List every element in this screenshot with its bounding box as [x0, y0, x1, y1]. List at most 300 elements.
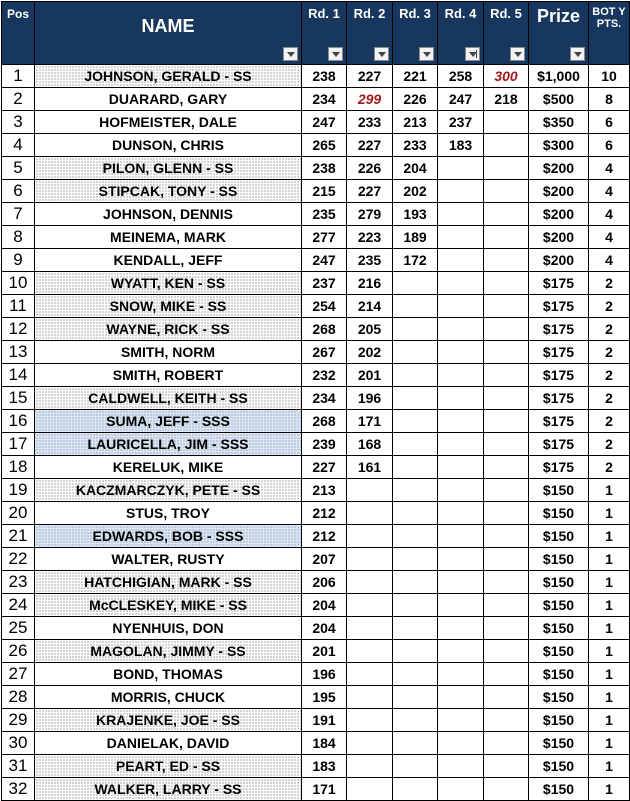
header-rd5-label: Rd. 5: [490, 6, 522, 21]
cell-name[interactable]: MAGOLAN, JIMMY - SS: [35, 640, 302, 663]
cell-boty[interactable]: 1: [589, 502, 630, 525]
cell-rd5[interactable]: [484, 272, 529, 295]
cell-boty[interactable]: 1: [589, 732, 630, 755]
cell-rd4[interactable]: [438, 295, 484, 318]
cell-pos[interactable]: 27: [2, 663, 35, 686]
cell-rd2[interactable]: [347, 525, 393, 548]
cell-pos[interactable]: 17: [2, 433, 35, 456]
cell-boty[interactable]: 2: [589, 387, 630, 410]
cell-rd5[interactable]: [484, 502, 529, 525]
cell-rd1[interactable]: 171: [302, 778, 347, 801]
cell-rd3[interactable]: [393, 663, 438, 686]
cell-prize[interactable]: $175: [529, 341, 589, 364]
cell-prize[interactable]: $200: [529, 157, 589, 180]
cell-rd3[interactable]: [393, 732, 438, 755]
cell-pos[interactable]: 19: [2, 479, 35, 502]
cell-rd5[interactable]: [484, 571, 529, 594]
cell-pos[interactable]: 26: [2, 640, 35, 663]
cell-name[interactable]: LAURICELLA, JIM - SSS: [35, 433, 302, 456]
cell-rd3[interactable]: [393, 364, 438, 387]
cell-rd4[interactable]: [438, 180, 484, 203]
cell-rd3[interactable]: [393, 410, 438, 433]
cell-rd4[interactable]: [438, 387, 484, 410]
cell-rd3[interactable]: 204: [393, 157, 438, 180]
cell-boty[interactable]: 4: [589, 157, 630, 180]
cell-pos[interactable]: 3: [2, 111, 35, 134]
cell-rd1[interactable]: 232: [302, 364, 347, 387]
cell-pos[interactable]: 22: [2, 548, 35, 571]
cell-rd3[interactable]: 221: [393, 65, 438, 88]
cell-pos[interactable]: 20: [2, 502, 35, 525]
cell-rd1[interactable]: 212: [302, 502, 347, 525]
cell-boty[interactable]: 2: [589, 272, 630, 295]
cell-rd1[interactable]: 215: [302, 180, 347, 203]
cell-name[interactable]: STIPCAK, TONY - SS: [35, 180, 302, 203]
cell-prize[interactable]: $150: [529, 548, 589, 571]
cell-rd4[interactable]: [438, 640, 484, 663]
cell-pos[interactable]: 23: [2, 571, 35, 594]
cell-pos[interactable]: 12: [2, 318, 35, 341]
cell-rd1[interactable]: 247: [302, 111, 347, 134]
cell-name[interactable]: WYATT, KEN - SS: [35, 272, 302, 295]
cell-rd1[interactable]: 239: [302, 433, 347, 456]
cell-rd1[interactable]: 277: [302, 226, 347, 249]
cell-rd4[interactable]: [438, 709, 484, 732]
table-row: [2, 249, 630, 272]
cell-name[interactable]: DUARARD, GARY: [35, 88, 302, 111]
cell-rd1[interactable]: 235: [302, 203, 347, 226]
cell-rd4[interactable]: [438, 249, 484, 272]
cell-rd1[interactable]: 212: [302, 525, 347, 548]
cell-rd1[interactable]: 183: [302, 755, 347, 778]
cell-rd2[interactable]: [347, 686, 393, 709]
cell-pos[interactable]: 25: [2, 617, 35, 640]
cell-rd1[interactable]: 207: [302, 548, 347, 571]
cell-boty[interactable]: 1: [589, 571, 630, 594]
cell-rd2[interactable]: [347, 709, 393, 732]
cell-rd2[interactable]: 227: [347, 134, 393, 157]
cell-rd2[interactable]: [347, 778, 393, 801]
cell-prize[interactable]: $150: [529, 709, 589, 732]
cell-rd5[interactable]: [484, 709, 529, 732]
rd2-filter-dropdown-icon[interactable]: [374, 47, 389, 61]
cell-rd2[interactable]: [347, 548, 393, 571]
cell-rd2[interactable]: 227: [347, 180, 393, 203]
cell-boty[interactable]: 2: [589, 295, 630, 318]
cell-rd2[interactable]: 214: [347, 295, 393, 318]
cell-boty[interactable]: 2: [589, 433, 630, 456]
cell-rd5[interactable]: [484, 548, 529, 571]
cell-prize[interactable]: $200: [529, 226, 589, 249]
cell-prize[interactable]: $1,000: [529, 65, 589, 88]
cell-prize[interactable]: $175: [529, 433, 589, 456]
cell-prize[interactable]: $200: [529, 203, 589, 226]
cell-rd5[interactable]: [484, 111, 529, 134]
cell-boty[interactable]: 2: [589, 341, 630, 364]
cell-prize[interactable]: $150: [529, 617, 589, 640]
cell-prize[interactable]: $150: [529, 640, 589, 663]
cell-rd1[interactable]: 184: [302, 732, 347, 755]
cell-prize[interactable]: $175: [529, 272, 589, 295]
rd3-filter-dropdown-icon[interactable]: [419, 47, 434, 61]
cell-rd5[interactable]: [484, 755, 529, 778]
cell-rd3[interactable]: [393, 686, 438, 709]
cell-rd1[interactable]: 204: [302, 594, 347, 617]
cell-boty[interactable]: 4: [589, 226, 630, 249]
cell-rd4[interactable]: [438, 755, 484, 778]
cell-name[interactable]: HATCHIGIAN, MARK - SS: [35, 571, 302, 594]
cell-rd3[interactable]: 226: [393, 88, 438, 111]
cell-rd2[interactable]: [347, 640, 393, 663]
cell-rd2[interactable]: 233: [347, 111, 393, 134]
cell-rd1[interactable]: 268: [302, 410, 347, 433]
cell-rd5[interactable]: [484, 249, 529, 272]
cell-boty[interactable]: 2: [589, 364, 630, 387]
cell-rd4[interactable]: 247: [438, 88, 484, 111]
cell-pos[interactable]: 13: [2, 341, 35, 364]
cell-rd1[interactable]: 267: [302, 341, 347, 364]
cell-rd2[interactable]: 205: [347, 318, 393, 341]
cell-rd5[interactable]: [484, 295, 529, 318]
cell-boty[interactable]: 4: [589, 180, 630, 203]
table-row: [2, 617, 630, 640]
cell-rd5[interactable]: [484, 318, 529, 341]
cell-rd5[interactable]: [484, 479, 529, 502]
cell-rd3[interactable]: 193: [393, 203, 438, 226]
cell-rd2[interactable]: 227: [347, 65, 393, 88]
cell-rd2[interactable]: [347, 732, 393, 755]
cell-pos[interactable]: 15: [2, 387, 35, 410]
cell-rd4[interactable]: [438, 732, 484, 755]
cell-rd3[interactable]: [393, 548, 438, 571]
cell-rd1[interactable]: 201: [302, 640, 347, 663]
cell-rd3[interactable]: [393, 571, 438, 594]
cell-boty[interactable]: 2: [589, 456, 630, 479]
cell-boty[interactable]: 6: [589, 111, 630, 134]
cell-rd3[interactable]: [393, 709, 438, 732]
cell-rd2[interactable]: 226: [347, 157, 393, 180]
cell-pos[interactable]: 18: [2, 456, 35, 479]
cell-rd3[interactable]: [393, 433, 438, 456]
cell-prize[interactable]: $150: [529, 663, 589, 686]
cell-rd5[interactable]: [484, 410, 529, 433]
cell-name[interactable]: DUNSON, CHRIS: [35, 134, 302, 157]
cell-rd1[interactable]: 196: [302, 663, 347, 686]
cell-pos[interactable]: 8: [2, 226, 35, 249]
cell-rd4[interactable]: [438, 686, 484, 709]
cell-pos[interactable]: 16: [2, 410, 35, 433]
cell-rd1[interactable]: 204: [302, 617, 347, 640]
cell-rd2[interactable]: [347, 571, 393, 594]
cell-rd5[interactable]: [484, 456, 529, 479]
cell-rd5[interactable]: [484, 387, 529, 410]
cell-name[interactable]: SMITH, NORM: [35, 341, 302, 364]
cell-rd2[interactable]: [347, 617, 393, 640]
cell-rd4[interactable]: [438, 318, 484, 341]
cell-rd4[interactable]: 183: [438, 134, 484, 157]
cell-rd4[interactable]: [438, 548, 484, 571]
cell-rd3[interactable]: [393, 295, 438, 318]
rd5-filter-dropdown-icon[interactable]: [510, 47, 525, 61]
cell-pos[interactable]: 6: [2, 180, 35, 203]
cell-prize[interactable]: $150: [529, 732, 589, 755]
cell-pos[interactable]: 4: [2, 134, 35, 157]
cell-rd5[interactable]: [484, 617, 529, 640]
table-row: [2, 686, 630, 709]
cell-boty[interactable]: 4: [589, 203, 630, 226]
cell-rd5[interactable]: [484, 134, 529, 157]
cell-pos[interactable]: 11: [2, 295, 35, 318]
cell-rd3[interactable]: [393, 594, 438, 617]
cell-pos[interactable]: 32: [2, 778, 35, 801]
cell-prize[interactable]: $300: [529, 134, 589, 157]
cell-rd4[interactable]: [438, 778, 484, 801]
cell-rd1[interactable]: 254: [302, 295, 347, 318]
cell-rd1[interactable]: 268: [302, 318, 347, 341]
cell-rd5[interactable]: [484, 341, 529, 364]
cell-rd1[interactable]: 227: [302, 456, 347, 479]
cell-rd3[interactable]: [393, 479, 438, 502]
cell-pos[interactable]: 5: [2, 157, 35, 180]
cell-rd4[interactable]: 258: [438, 65, 484, 88]
cell-rd2[interactable]: 235: [347, 249, 393, 272]
cell-rd5[interactable]: [484, 364, 529, 387]
cell-rd5[interactable]: [484, 663, 529, 686]
cell-rd5[interactable]: [484, 640, 529, 663]
cell-name[interactable]: SNOW, MIKE - SS: [35, 295, 302, 318]
cell-name[interactable]: CALDWELL, KEITH - SS: [35, 387, 302, 410]
cell-boty[interactable]: 2: [589, 410, 630, 433]
cell-rd3[interactable]: 202: [393, 180, 438, 203]
cell-rd5[interactable]: [484, 732, 529, 755]
cell-rd1[interactable]: 191: [302, 709, 347, 732]
cell-boty[interactable]: 1: [589, 479, 630, 502]
cell-rd3[interactable]: [393, 778, 438, 801]
cell-rd4[interactable]: [438, 364, 484, 387]
cell-rd3[interactable]: [393, 640, 438, 663]
cell-rd2[interactable]: [347, 663, 393, 686]
cell-boty[interactable]: 1: [589, 709, 630, 732]
cell-rd2[interactable]: 202: [347, 341, 393, 364]
cell-name[interactable]: PEART, ED - SS: [35, 755, 302, 778]
cell-boty[interactable]: 4: [589, 249, 630, 272]
cell-rd5[interactable]: [484, 686, 529, 709]
cell-rd4[interactable]: [438, 157, 484, 180]
cell-name[interactable]: JOHNSON, GERALD - SS: [35, 65, 302, 88]
cell-rd2[interactable]: 279: [347, 203, 393, 226]
cell-rd2[interactable]: 171: [347, 410, 393, 433]
cell-prize[interactable]: $175: [529, 295, 589, 318]
cell-rd4[interactable]: [438, 663, 484, 686]
cell-rd1[interactable]: 237: [302, 272, 347, 295]
cell-rd5[interactable]: 300: [484, 65, 529, 88]
cell-boty[interactable]: 1: [589, 686, 630, 709]
cell-rd5[interactable]: [484, 226, 529, 249]
cell-boty[interactable]: 1: [589, 778, 630, 801]
cell-rd2[interactable]: [347, 755, 393, 778]
cell-name[interactable]: McCLESKEY, MIKE - SS: [35, 594, 302, 617]
cell-rd1[interactable]: 206: [302, 571, 347, 594]
cell-rd3[interactable]: [393, 341, 438, 364]
cell-prize[interactable]: $150: [529, 755, 589, 778]
cell-prize[interactable]: $150: [529, 502, 589, 525]
cell-prize[interactable]: $175: [529, 387, 589, 410]
cell-rd1[interactable]: 238: [302, 157, 347, 180]
cell-pos[interactable]: 7: [2, 203, 35, 226]
cell-rd4[interactable]: [438, 456, 484, 479]
cell-rd4[interactable]: 237: [438, 111, 484, 134]
cell-rd3[interactable]: 233: [393, 134, 438, 157]
cell-name[interactable]: WALKER, LARRY - SS: [35, 778, 302, 801]
cell-rd4[interactable]: [438, 479, 484, 502]
cell-pos[interactable]: 14: [2, 364, 35, 387]
cell-rd1[interactable]: 265: [302, 134, 347, 157]
cell-boty[interactable]: 2: [589, 318, 630, 341]
cell-rd2[interactable]: 223: [347, 226, 393, 249]
cell-rd4[interactable]: [438, 203, 484, 226]
cell-name[interactable]: KERELUK, MIKE: [35, 456, 302, 479]
cell-name[interactable]: WAYNE, RICK - SS: [35, 318, 302, 341]
cell-rd4[interactable]: [438, 617, 484, 640]
cell-name[interactable]: WALTER, RUSTY: [35, 548, 302, 571]
cell-rd4[interactable]: [438, 594, 484, 617]
cell-rd4[interactable]: [438, 272, 484, 295]
cell-rd2[interactable]: 201: [347, 364, 393, 387]
cell-boty[interactable]: 1: [589, 525, 630, 548]
cell-boty[interactable]: 1: [589, 640, 630, 663]
cell-rd3[interactable]: 172: [393, 249, 438, 272]
cell-name[interactable]: SMITH, ROBERT: [35, 364, 302, 387]
cell-pos[interactable]: 21: [2, 525, 35, 548]
cell-rd5[interactable]: [484, 433, 529, 456]
rd4-sort-filter-icon[interactable]: [465, 47, 480, 61]
cell-pos[interactable]: 30: [2, 732, 35, 755]
cell-rd1[interactable]: 195: [302, 686, 347, 709]
cell-rd2[interactable]: 299: [347, 88, 393, 111]
cell-boty[interactable]: 6: [589, 134, 630, 157]
cell-rd2[interactable]: 216: [347, 272, 393, 295]
cell-name[interactable]: MEINEMA, MARK: [35, 226, 302, 249]
cell-rd5[interactable]: [484, 594, 529, 617]
cell-rd3[interactable]: 189: [393, 226, 438, 249]
cell-prize[interactable]: $175: [529, 318, 589, 341]
cell-prize[interactable]: $150: [529, 479, 589, 502]
cell-rd2[interactable]: [347, 594, 393, 617]
cell-prize[interactable]: $150: [529, 594, 589, 617]
cell-name[interactable]: KENDALL, JEFF: [35, 249, 302, 272]
cell-rd4[interactable]: [438, 410, 484, 433]
cell-rd4[interactable]: [438, 226, 484, 249]
cell-rd4[interactable]: [438, 571, 484, 594]
cell-rd3[interactable]: [393, 387, 438, 410]
cell-name[interactable]: STUS, TROY: [35, 502, 302, 525]
cell-rd3[interactable]: [393, 272, 438, 295]
cell-rd2[interactable]: 161: [347, 456, 393, 479]
cell-rd5[interactable]: [484, 180, 529, 203]
cell-boty[interactable]: 1: [589, 663, 630, 686]
cell-rd2[interactable]: [347, 479, 393, 502]
cell-pos[interactable]: 10: [2, 272, 35, 295]
cell-rd1[interactable]: 234: [302, 387, 347, 410]
cell-pos[interactable]: 2: [2, 88, 35, 111]
cell-rd3[interactable]: [393, 502, 438, 525]
cell-prize[interactable]: $175: [529, 410, 589, 433]
cell-prize[interactable]: $500: [529, 88, 589, 111]
cell-rd3[interactable]: [393, 318, 438, 341]
cell-prize[interactable]: $150: [529, 778, 589, 801]
cell-rd1[interactable]: 234: [302, 88, 347, 111]
cell-pos[interactable]: 31: [2, 755, 35, 778]
cell-rd5[interactable]: [484, 203, 529, 226]
cell-rd1[interactable]: 213: [302, 479, 347, 502]
cell-rd2[interactable]: [347, 502, 393, 525]
cell-name[interactable]: SUMA, JEFF - SSS: [35, 410, 302, 433]
cell-rd3[interactable]: [393, 456, 438, 479]
cell-prize[interactable]: $175: [529, 456, 589, 479]
cell-pos[interactable]: 9: [2, 249, 35, 272]
cell-name[interactable]: PILON, GLENN - SS: [35, 157, 302, 180]
cell-boty[interactable]: 10: [589, 65, 630, 88]
cell-pos[interactable]: 29: [2, 709, 35, 732]
cell-name[interactable]: DANIELAK, DAVID: [35, 732, 302, 755]
header-boty-label: BOT Y PTS.: [592, 6, 626, 30]
cell-rd2[interactable]: 168: [347, 433, 393, 456]
cell-prize[interactable]: $200: [529, 249, 589, 272]
cell-rd1[interactable]: 247: [302, 249, 347, 272]
cell-rd4[interactable]: [438, 525, 484, 548]
cell-boty[interactable]: 8: [589, 88, 630, 111]
cell-boty[interactable]: 1: [589, 548, 630, 571]
cell-rd3[interactable]: 213: [393, 111, 438, 134]
cell-name[interactable]: NYENHUIS, DON: [35, 617, 302, 640]
cell-name[interactable]: MORRIS, CHUCK: [35, 686, 302, 709]
cell-boty[interactable]: 1: [589, 617, 630, 640]
cell-name[interactable]: JOHNSON, DENNIS: [35, 203, 302, 226]
cell-rd4[interactable]: [438, 433, 484, 456]
cell-prize[interactable]: $350: [529, 111, 589, 134]
cell-name[interactable]: KACZMARCZYK, PETE - SS: [35, 479, 302, 502]
cell-pos[interactable]: 28: [2, 686, 35, 709]
cell-prize[interactable]: $150: [529, 686, 589, 709]
cell-rd5[interactable]: [484, 778, 529, 801]
prize-filter-dropdown-icon[interactable]: [570, 47, 585, 61]
cell-name[interactable]: EDWARDS, BOB - SSS: [35, 525, 302, 548]
rd1-filter-dropdown-icon[interactable]: [328, 47, 343, 61]
cell-rd4[interactable]: [438, 341, 484, 364]
cell-prize[interactable]: $150: [529, 571, 589, 594]
cell-prize[interactable]: $175: [529, 364, 589, 387]
cell-rd5[interactable]: 218: [484, 88, 529, 111]
cell-rd2[interactable]: 196: [347, 387, 393, 410]
cell-rd5[interactable]: [484, 157, 529, 180]
cell-name[interactable]: KRAJENKE, JOE - SS: [35, 709, 302, 732]
cell-prize[interactable]: $150: [529, 525, 589, 548]
cell-pos[interactable]: 1: [2, 65, 35, 88]
cell-boty[interactable]: 1: [589, 594, 630, 617]
cell-name[interactable]: BOND, THOMAS: [35, 663, 302, 686]
cell-name[interactable]: HOFMEISTER, DALE: [35, 111, 302, 134]
cell-rd4[interactable]: [438, 502, 484, 525]
cell-prize[interactable]: $200: [529, 180, 589, 203]
cell-rd3[interactable]: [393, 617, 438, 640]
cell-rd1[interactable]: 238: [302, 65, 347, 88]
cell-rd3[interactable]: [393, 755, 438, 778]
cell-pos[interactable]: 24: [2, 594, 35, 617]
name-filter-dropdown-icon[interactable]: [283, 47, 298, 61]
cell-boty[interactable]: 1: [589, 755, 630, 778]
cell-rd5[interactable]: [484, 525, 529, 548]
cell-rd3[interactable]: [393, 525, 438, 548]
